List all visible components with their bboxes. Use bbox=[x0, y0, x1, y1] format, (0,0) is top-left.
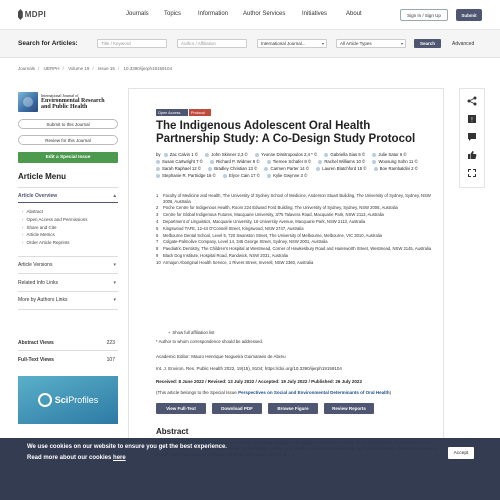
help-icon[interactable] bbox=[459, 110, 485, 127]
more-by-authors-toggle[interactable] bbox=[18, 297, 118, 303]
divider bbox=[18, 256, 118, 257]
breadcrumb: Journals / IJERPH / Volume 19 / Issue 15 / 10.3390/ijerph19159104 bbox=[18, 66, 172, 71]
affiliation-item: 10 Armajun Aboriginal Health Service, 1 Rivers Street, Inverell, NSW 2360, Australia bbox=[156, 259, 314, 265]
comment-icon[interactable] bbox=[459, 128, 485, 145]
nav-information[interactable]: Information bbox=[198, 11, 229, 17]
chevron-down-icon: ▾ bbox=[400, 41, 403, 46]
top-navigation bbox=[0, 0, 500, 30]
divider bbox=[18, 187, 118, 188]
nav-about[interactable]: About bbox=[346, 11, 362, 17]
author-link[interactable]: Yvonne Dimitropoulos 2,4 * © bbox=[255, 151, 317, 158]
author-link[interactable]: Susan Cartwright 7 © bbox=[156, 158, 203, 165]
author-link[interactable]: Lauren Blatchford 15 © bbox=[316, 165, 366, 172]
affiliation-item: 4 Department of Linguistics, Macquarie University, 16 University Avenue, Macquarie Park, NSW 2113, Australia bbox=[156, 218, 366, 224]
article-type-value: All Article Types bbox=[340, 41, 372, 46]
cookie-here-link[interactable]: here bbox=[113, 455, 126, 461]
article-menu-title: Article Menu bbox=[18, 172, 67, 181]
cookie-message: We use cookies on our website to ensure you get the best experience. bbox=[27, 444, 227, 450]
edit-special-issue-button[interactable]: Edit a Special Issue bbox=[18, 152, 118, 163]
article-overview-label: Article Overview bbox=[18, 193, 58, 199]
show-full-affiliations-link[interactable]: + Show full affiliation list bbox=[168, 330, 215, 335]
breadcrumb-issue[interactable]: Issue 15 bbox=[97, 66, 115, 71]
chevron-down-icon: ▾ bbox=[113, 280, 116, 286]
journal-logo[interactable] bbox=[18, 90, 118, 114]
sciprofiles-text-a: Sci bbox=[54, 395, 69, 405]
advanced-search-link[interactable]: Advanced bbox=[452, 40, 475, 47]
fulltext-views-label: Full-Text Views bbox=[18, 357, 54, 363]
author-link[interactable]: Zac Calvin 1 © bbox=[164, 151, 198, 158]
special-issue-note: (This article belongs to the Special Issue Perspectives on Social and Environmental Determinants of Oral Health) bbox=[156, 390, 392, 395]
abstract-views-label: Abstract Views bbox=[18, 340, 54, 346]
abstract-heading: Abstract bbox=[156, 427, 189, 436]
breadcrumb-doi: 10.3390/ijerph19159104 bbox=[123, 66, 172, 71]
review-for-journal-button[interactable]: Review for this Journal bbox=[18, 135, 118, 145]
search-button[interactable]: Search bbox=[414, 39, 441, 48]
article-type-select[interactable] bbox=[336, 39, 406, 48]
share-icon[interactable] bbox=[459, 92, 485, 109]
author-link[interactable]: Sarah Raphael 12 © bbox=[156, 165, 201, 172]
journal-select[interactable] bbox=[257, 39, 327, 48]
nav-author-services[interactable]: Author Services bbox=[243, 11, 286, 17]
submit-to-journal-button[interactable]: Submit to this Journal bbox=[18, 119, 118, 129]
author-link[interactable]: Stephanie R. Partridge 16 © bbox=[156, 172, 216, 179]
browse-figures-button[interactable]: Browse Figure bbox=[268, 403, 318, 414]
fulltext-views-value: 107 bbox=[106, 357, 115, 363]
corresponding-author-note: * Author to whom correspondence should be addressed. bbox=[156, 339, 264, 344]
author-link[interactable]: Carmen Parter 14 © bbox=[264, 165, 309, 172]
affiliation-item: 9 Black Dog Institute, Hospital Road, Randwick, NSW 2031, Australia bbox=[156, 252, 288, 258]
journal-name-line1: International Journal of bbox=[41, 92, 79, 98]
article-overview-list bbox=[22, 208, 88, 247]
breadcrumb-journal[interactable]: IJERPH bbox=[43, 66, 60, 71]
download-pdf-button[interactable]: Download PDF bbox=[212, 403, 262, 414]
article-versions-toggle[interactable] bbox=[18, 262, 118, 268]
cookie-accept-button[interactable]: Accept bbox=[448, 447, 474, 459]
author-link[interactable]: Julie Satur 6 © bbox=[372, 151, 406, 158]
overview-item-reprints[interactable]: › Order Article Reprints bbox=[22, 239, 88, 247]
divider bbox=[18, 291, 118, 292]
author-link[interactable]: Elyce Cain 17 © bbox=[223, 172, 260, 179]
overview-item-open-access[interactable]: › Open Access and Permissions bbox=[22, 216, 88, 224]
fulltext-views-row bbox=[18, 357, 118, 363]
mdpi-logo[interactable] bbox=[18, 8, 46, 21]
mdpi-hexagon-icon bbox=[18, 9, 23, 20]
divider bbox=[18, 309, 118, 310]
divider bbox=[18, 273, 118, 274]
thumbs-up-icon[interactable] bbox=[459, 146, 485, 163]
more-by-authors-label: More by Authors Links bbox=[18, 297, 68, 303]
nav-journals[interactable]: Journals bbox=[126, 11, 149, 17]
expand-icon[interactable] bbox=[459, 164, 485, 181]
article-title: The Indigenous Adolescent Oral Health Partnership Study: A Co-Design Study Protocol bbox=[156, 120, 416, 145]
sciprofiles-logo-icon bbox=[38, 393, 52, 407]
affiliation-list bbox=[156, 193, 438, 266]
plus-icon: + bbox=[168, 330, 171, 335]
academic-editor: Academic Editor: Mauro Henrique Nogueira Guimaraes de Abreu bbox=[156, 354, 286, 359]
author-link[interactable]: Boe Rambaldini 2 © bbox=[374, 165, 418, 172]
affiliation-item: 5 Kingswood TAFE, 12-44 O'Connell Street, Kingswood, NSW 2747, Australia bbox=[156, 225, 304, 231]
chevron-down-icon: ▾ bbox=[113, 297, 116, 303]
chevron-down-icon: ▾ bbox=[113, 262, 116, 268]
view-fulltext-button[interactable]: View Full-Text bbox=[156, 403, 206, 414]
affiliation-item: 6 Melbourne Dental School, Level 5, 720 Swanston Street, The University of Melbourne, Melbourne, VIC 3010, Australia bbox=[156, 232, 382, 238]
journal-name-line3: and Public Health bbox=[41, 104, 88, 111]
author-link[interactable]: Richard P. Widmer 8 © bbox=[210, 158, 259, 165]
protocol-badge: Protocol bbox=[189, 109, 211, 116]
divider bbox=[18, 350, 118, 351]
nav-initiatives[interactable]: Initiatives bbox=[302, 11, 328, 17]
journal-name-line2: Environmental Research bbox=[41, 97, 105, 104]
author-link[interactable]: Gabriella Sias 5 © bbox=[324, 151, 365, 158]
article-dates: Received: 8 June 2022 / Revised: 13 July 2022 / Accepted: 19 July 2022 / Published: 26 July 2022 bbox=[156, 379, 362, 384]
overview-item-share-cite[interactable]: › Share and Cite bbox=[22, 224, 88, 232]
submit-button[interactable]: Submit bbox=[456, 9, 482, 21]
breadcrumb-volume[interactable]: Volume 19 bbox=[68, 66, 90, 71]
affiliation-item: 2 Poche Centre for Indigenous Health, Room 224 Edward Ford Building, The University of Sydney, Sydney, NSW 2006, Australia bbox=[156, 205, 398, 211]
abstract-views-row bbox=[18, 340, 118, 346]
sciprofiles-banner[interactable] bbox=[18, 376, 118, 424]
affiliation-item: 3 Centre for Global Indigenous Futures, Macquarie University, 3/75 Talavera Road, Macquarie Park, NSW 2113, Australia bbox=[156, 212, 384, 218]
affiliation-item: 8 Paediatric Dentistry, The Children's Hospital at Westmead, Corner of Hawkesbury Road and Hainsworth Street, Westmead, NSW 2145, Australia bbox=[156, 246, 432, 252]
cookie-more-info: Read more about our cookies here bbox=[27, 455, 126, 461]
open-access-badge: Open Access bbox=[156, 109, 188, 116]
breadcrumb-journals[interactable]: Journals bbox=[18, 66, 36, 71]
sciprofiles-text-b: Profiles bbox=[68, 395, 99, 405]
affiliation-item: 1 Faculty of Medicine and Health, The University of Sydney School of Medicine, Anderson Stuart Building, The University of Sydney, Sydney, NSW 2006, Australia bbox=[156, 193, 431, 204]
author-link[interactable]: Woosung Sohn 11 © bbox=[372, 158, 417, 165]
article-overview-toggle[interactable] bbox=[18, 193, 118, 199]
affiliation-item: 7 Colgate-Palmolive Company, Level 14, 345 George Street, Sydney, NSW 2001, Australia bbox=[156, 239, 328, 245]
nav-topics[interactable]: Topics bbox=[164, 11, 182, 17]
overview-item-metrics[interactable]: › Article Metrics bbox=[22, 231, 88, 239]
signin-button[interactable]: Sign In / Sign Up bbox=[400, 9, 448, 21]
author-link[interactable]: John Skinner 2,3 © bbox=[205, 151, 248, 158]
chevron-up-icon: ▴ bbox=[113, 193, 116, 199]
author-link[interactable]: Tiernee Schafer 8 © bbox=[267, 158, 311, 165]
divider bbox=[18, 202, 118, 203]
chevron-down-icon: ▾ bbox=[321, 41, 324, 46]
author-link[interactable]: Kylie Gwynne 3 © bbox=[267, 172, 307, 179]
author-list: by Zac Calvin 1 © John Skinner 2,3 © Yvonne Dimitropoulos 2,4 * © Gabriella Sias 5 © Julie Satur 6 © Susan Cartwright 7 © Richard P. Widmer 8 © Tiernee Schafer 8 © Rachel Williams 10 © Woosung Sohn 11 © Sarah Raphael 12 © Bradley Christian 13 © Carmen Parter 14 © Lauren Blatchford 15 © Boe Rambaldini 2 © Stephanie R. Partridge 16 © Elyce Cain 17 © Kylie Gwynne 3 © bbox=[156, 152, 418, 178]
search-label: Search for Articles: bbox=[18, 40, 78, 47]
article-versions-label: Article Versions bbox=[18, 262, 53, 268]
author-link[interactable]: Rachel Williams 10 © bbox=[318, 158, 365, 165]
title-keyword-input[interactable]: Title / Keyword bbox=[97, 39, 167, 48]
abstract-views-value: 223 bbox=[106, 340, 115, 346]
article-citation: Int. J. Environ. Res. Public Health 2022, 19(15), 9104; https://doi.org/10.3390/ijerph19159104 bbox=[156, 366, 342, 371]
review-reports-button[interactable]: Review Reports bbox=[324, 403, 374, 414]
author-link[interactable]: Bradley Christian 13 © bbox=[208, 165, 257, 172]
mdpi-logo-text: MDPI bbox=[24, 10, 46, 19]
related-info-toggle[interactable] bbox=[18, 280, 118, 286]
author-affiliation-input[interactable]: Author / Affiliation bbox=[177, 39, 247, 48]
journal-select-value: International Journal... bbox=[261, 41, 306, 46]
related-info-label: Related Info Links bbox=[18, 280, 59, 286]
journal-cover-icon bbox=[18, 92, 38, 112]
svg-text:!: ! bbox=[471, 117, 473, 123]
overview-item-abstract[interactable]: › Abstract bbox=[22, 208, 88, 216]
special-issue-link[interactable]: Perspectives on Social and Environmental Determinants of Oral Health bbox=[238, 390, 390, 395]
